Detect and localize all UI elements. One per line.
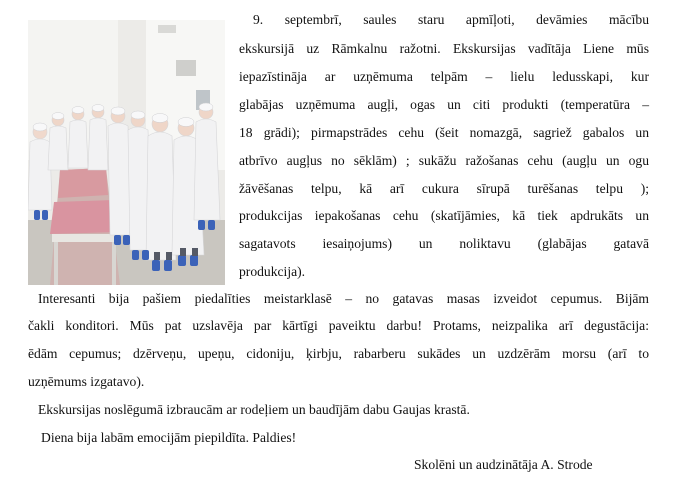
paragraph2-line-4: uzņēmums izgatavo). bbox=[28, 374, 145, 389]
paragraph1-line-5: 18 grādi); pirmapstrādes cehu (šeit nomazgā, sagriež gabalos un bbox=[239, 125, 649, 140]
paragraph1-line-10: produkcija). bbox=[239, 264, 306, 279]
paragraph1-line-3: iepazīstināja ar uzņēmuma telpām – lielu ledusskapi, kur bbox=[239, 69, 649, 84]
group-photo bbox=[28, 20, 225, 285]
paragraph1-line-4: glabājas uzņēmuma augļi, ogas un citi produkti (temperatūra – bbox=[239, 97, 649, 112]
paragraph1-line-7: žāvēšanas telpu, kā arī cukura sīrupā turēšanas telpu ); bbox=[239, 181, 649, 196]
paragraph2-line-3: ēdām cepumus; dzērveņu, upeņu, cidoniju, ķirbju, rabarberu sukādes un uzdzērām morsu (arī to bbox=[28, 346, 649, 361]
paragraph1-line-1: 9. septembrī, saules staru apmīļoti, devāmies mācību bbox=[253, 12, 649, 27]
paragraph1-line-2: ekskursijā uz Rāmkalnu ražotni. Ekskursijas vadītāja Liene mūs bbox=[239, 41, 649, 56]
paragraph3: Ekskursijas noslēgumā izbraucām ar rodeļiem un baudījām dabu Gaujas krastā. bbox=[38, 402, 470, 417]
group-photo-icon bbox=[28, 20, 225, 285]
paragraph1-line-8: produkcijas iepakošanas cehu (skatījāmies, kā tiek apdrukāts un bbox=[239, 208, 649, 223]
paragraph4: Diena bija labām emocijām piepildīta. Paldies! bbox=[41, 430, 297, 445]
paragraph1-line-6: atbrīvo augļus no sēklām) ; sukāžu ražošanas cehu (augļu un ogu bbox=[239, 153, 649, 168]
signature: Skolēni un audzinātāja A. Strode bbox=[414, 457, 593, 472]
paragraph2-line-1: Interesanti bija pašiem piedalīties meistarklasē – no gatavas masas izveidot cepumus. Bijām bbox=[38, 291, 649, 306]
paragraph1-line-9: sagatavots iesaiņojums) un noliktavu (glabājas gatavā bbox=[239, 236, 649, 251]
paragraph2-line-2: čakli konditori. Mūs pat uzslavēja par kārtīgi paveiktu darbu! Protams, neizpalika arī degustācija: bbox=[28, 318, 649, 333]
